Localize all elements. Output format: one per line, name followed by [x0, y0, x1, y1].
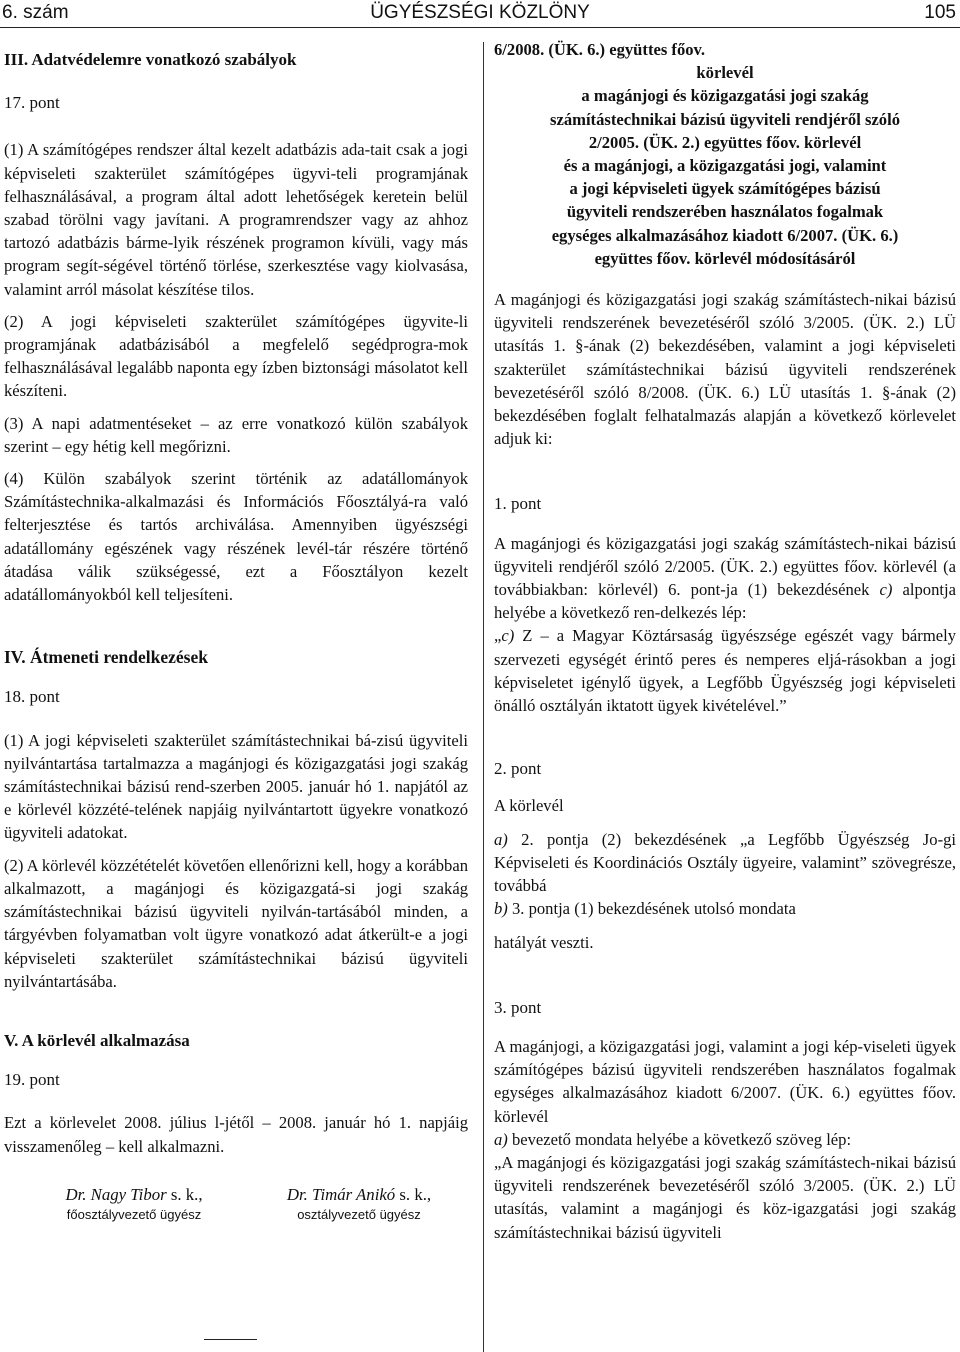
signature-2-name: Dr. Timár Anikó [286, 1184, 396, 1204]
circular-title: 6/2008. (ÜK. 6.) együttes főov. körlevél a magánjogi és közigazgatási jogi szakág számítástechnikai bázisú ügyviteli rendjéről szóló 2/2005. (ÜK. 2.) együttes főov. körlevél és a magánjogi, a közigazgatási jogi, valamint a jogi képviseleti ügyek számítógépes bázisú ügyviteli rendszerében használatos fogalmak egységes alkalmazásához kiadott 6/2007. (ÜK. 6.) együttes főov. körlevél módosításáról [494, 40, 900, 268]
point-19-title: 19. pont [4, 1070, 60, 1090]
point-2-outro: hatályát veszti. [494, 932, 594, 952]
signature-1: Dr. Nagy Tibor s. k., főosztályvezető ügyész [34, 1184, 234, 1224]
left-column [4, 38, 468, 1230]
signature-1-name: Dr. Nagy Tibor [65, 1184, 167, 1204]
point-3-item-a: a) bevezető mondata helyébe a következő szöveg lép: [494, 1129, 852, 1149]
section-3-title: III. Adatvédelemre vonatkozó szabályok [4, 50, 297, 69]
point-3-quote: „A magánjogi és közigazgatási jogi szakág számítástech-nikai bázisú ügyviteli rendszerének bevezetéséről szóló 3/2005. (ÜK. 2.) LÜ utasítás, valamint a magánjogi és köz-igazgatási jogi szakág számítástechnikai bázisú ügyviteli [494, 1152, 956, 1242]
issue-number: 6. szám [2, 2, 69, 23]
point-18-paragraph-1: (1) A jogi képviseleti szakterület számítástechnikai bá-zisú ügyviteli nyilvántartása tartalmazza a magánjogi és közigazgatási jogi szakág számítástechnikai bázisú rend-szerben 2005. január hó 1. napjától az e körlevél közzété-telének napjáig nyilvántartott ügyekre vonatkozó ügyviteli adatokat. [4, 730, 468, 843]
point-2-item-a: a) 2. pontja (2) bekezdésének „a Legfőbb Ügyészség Jo-gi Képviseleti és Koordinációs Osztály ügyeire, valamint” szövegrésze, továbbá [494, 829, 956, 896]
page-header [0, 0, 960, 28]
signatures [4, 1184, 468, 1230]
point-2-item-b: b) 3. pontja (1) bekezdésének utolsó mondata [494, 899, 796, 919]
point-19-text: Ezt a körlevelet 2008. július l-jétől – 2008. január hó 1. napjáig visszamenőleg – kell alkalmazni. [4, 1113, 468, 1156]
point-3-title: 3. pont [494, 997, 542, 1017]
signature-2-role: osztályvezető ügyész [297, 1206, 421, 1222]
point-2-intro: A körlevél [494, 796, 564, 816]
right-column [494, 38, 956, 1244]
point-1-text: A magánjogi és közigazgatási jogi szakág számítástech-nikai bázisú ügyviteli rendjéről szóló 2/2005. (ÜK. 2.) együttes főov. körlevél (a továbbiakban: körlevél) 6. pont-ja (1) bekezdésének c) alpontja helyébe a következő ren-delkezés lép: [494, 533, 956, 623]
intro-paragraph: A magánjogi és közigazgatási jogi szakág számítástech-nikai bázisú ügyviteli rendszerének bevezetéséről szóló 3/2005. (ÜK. 2.) LÜ utasítás 1. §-ának (2) bekezdésében, valamint a jogi képviseleti szakterület számítástechnikai bázisú ügyviteli rendszerének bevezetéséről szóló 8/2008. (ÜK. 6.) LÜ utasítás 1. §-ának (2) bekezdésében foglalt felhatalmazás alapján a következő körlevelet adjuk ki: [494, 290, 956, 449]
header-rule [0, 27, 960, 28]
section-5-title: V. A körlevél alkalmazása [4, 1030, 190, 1050]
point-3-text: A magánjogi, a közigazgatási jogi, valamint a jogi kép-viseleti ügyek számítógépes bázisú ügyviteli rendszerében használatos fogalmak egységes alkalmazásához kiadott 6/2007. (ÜK. 6.) együttes főov. körlevél [494, 1036, 956, 1126]
point-1-quote: „c) Z – a Magyar Köztársaság ügyészsége egészét vagy bármely szervezeti egységét érintő peres és nemperes eljá-rásokban a jogi képviseletet igénylő ügyek, a Legfőbb Ügyészség jogi képviseleti önálló osztályán iktatott ügyek kivételével.” [494, 626, 956, 716]
point-18-paragraph-2: (2) A körlevél közzétételét követően ellenőrizni kell, hogy a korábban alkalmazott, a magánjogi és közigazgatá-si jogi szakág számítástechnikai bázisú ügyviteli nyilván-tartásából minden, a tárgyévben folyamatban volt ügyre vonatkozó adat átkerült-e a jogi képviseleti szakterület számítástechnikai bázisú ügyviteli nyilvántartásába. [4, 855, 468, 991]
point-17-paragraph-2: (2) A jogi képviseleti szakterület számítógépes ügyvite-li programjának adatbázisából a megfelelő segédprogra-mok felhasználásával legalább naponta egy ízben biztonsági másolatot kell készíteni. [4, 311, 468, 401]
point-18-title: 18. pont [4, 687, 60, 707]
point-17-paragraph-4: (4) Külön szabályok szerint történik az adatállományok Számítástechnika-alkalmazási és Információs Főosztályá-ra való felterjesztése és tartós archiválása. Amennyiben ügyészségi adatállomány egészének vagy részének levél-tár részére történő átadása válik szükségessé, ezt a Főosztályon kezelt adatállományokból kell teljesíteni. [4, 469, 468, 605]
end-rule [204, 1339, 257, 1340]
point-17-paragraph-3: (3) A napi adatmentéseket – az erre vonatkozó külön szabályok szerint – egy hétig kell megőrizni. [4, 413, 468, 456]
point-17-title: 17. pont [4, 93, 60, 113]
point-1-title: 1. pont [494, 494, 542, 514]
page-number: 105 [924, 2, 956, 23]
section-4-title: IV. Átmeneti rendelkezések [4, 647, 208, 668]
column-divider [483, 42, 484, 1352]
journal-title: ÜGYÉSZSÉGI KÖZLÖNY [370, 2, 590, 23]
signature-1-role: főosztályvezető ügyész [66, 1206, 202, 1222]
point-2-title: 2. pont [494, 759, 542, 779]
signature-2: Dr. Timár Anikó s. k., osztályvezető ügyész [254, 1184, 464, 1224]
point-17-paragraph-1: (1) A számítógépes rendszer által kezelt adatbázis ada-tait csak a jogi képviseleti szakterület számítógépes ügyvi-teli programjának felhasználásával, a program által adott lehetőségek keretein belül szabad törölni vagy javítani. A programrendszer vagy az ahhoz tartozó adatbázis bárme-lyik részének programon kívüli, vagy más program segít-ségével történő törlése, szerkesztése vagy kiolvasása, valamint arról másolat készítése tilos. [4, 140, 468, 299]
